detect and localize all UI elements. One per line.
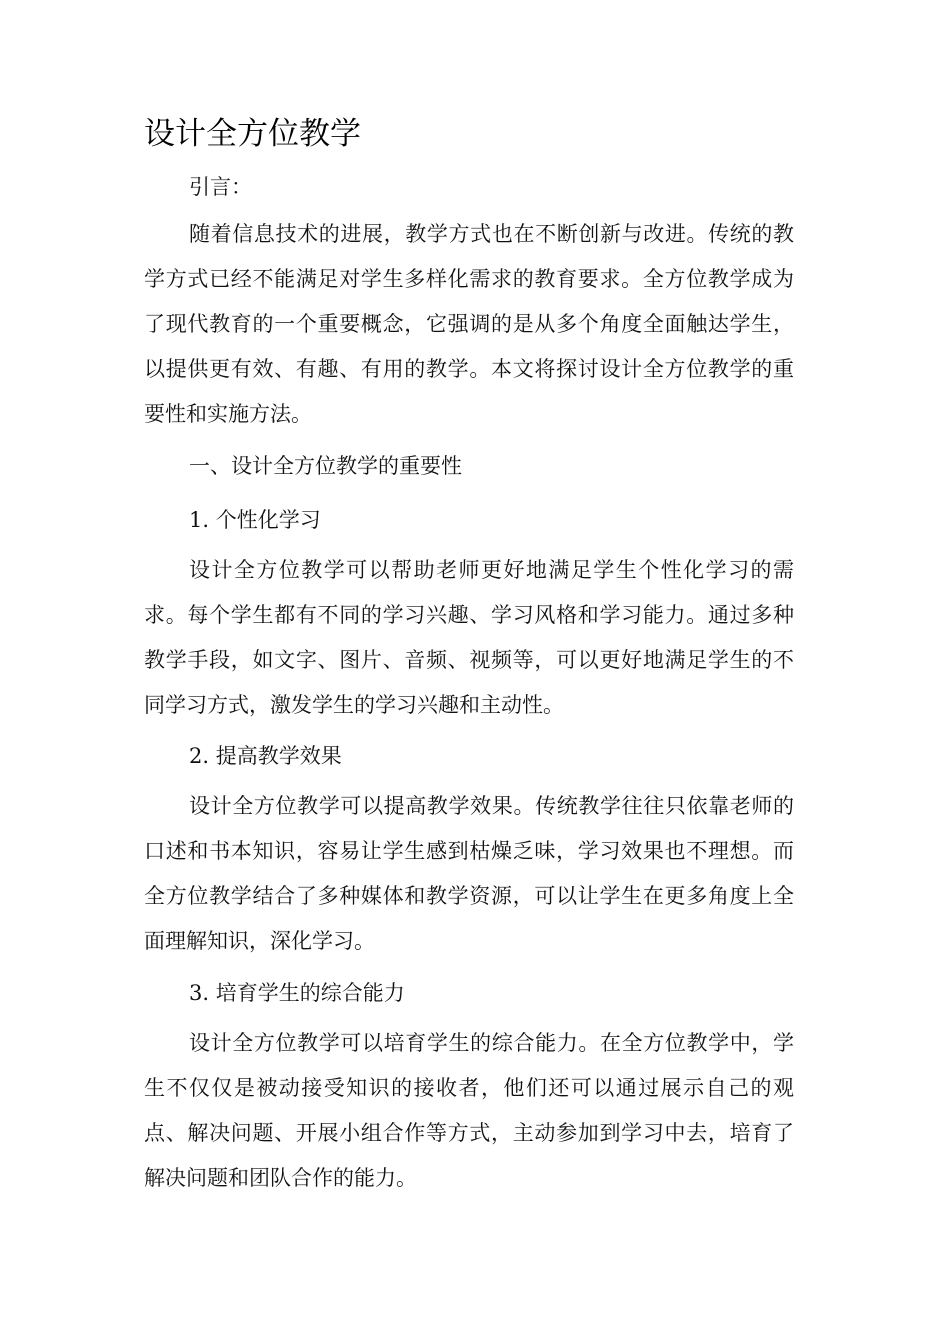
- subsection-3-paragraph: 设计全方位教学可以培育学生的综合能力。在全方位教学中，学生不仅仅是被动接受知识的接收者，他们还可以通过展示自己的观点、解决问题、开展小组合作等方式，主动参加到学习中去，培育了解决问题和团队合作的能力。: [144, 1031, 794, 1190]
- subsection-1-heading: 1. 个性化学习: [189, 508, 321, 532]
- subsection-3-heading: 3. 培育学生的综合能力: [189, 981, 405, 1005]
- subsection-2-paragraph: 设计全方位教学可以提高教学效果。传统教学往往只依靠老师的口述和书本知识，容易让学生感到枯燥乏味，学习效果也不理想。而全方位教学结合了多种媒体和教学资源，可以让学生在更多角度上全面理解知识，深化学习。: [144, 794, 794, 953]
- subsection-2-heading: 2. 提高教学效果: [189, 744, 342, 768]
- intro-label: 引言：: [189, 175, 252, 199]
- section-1-heading: 一、设计全方位教学的重要性: [189, 454, 462, 478]
- subsection-1-paragraph: 设计全方位教学可以帮助老师更好地满足学生个性化学习的需求。每个学生都有不同的学习兴趣、学习风格和学习能力。通过多种教学手段，如文字、图片、音频、视频等，可以更好地满足学生的不同学习方式，激发学生的学习兴趣和主动性。: [144, 558, 794, 717]
- intro-paragraph: 随着信息技术的进展，教学方式也在不断创新与改进。传统的教学方式已经不能满足对学生多样化需求的教育要求。全方位教学成为了现代教育的一个重要概念，它强调的是从多个角度全面触达学生，以提供更有效、有趣、有用的教学。本文将探讨设计全方位教学的重要性和实施方法。: [144, 222, 794, 426]
- document-title: 设计全方位教学: [144, 116, 361, 152]
